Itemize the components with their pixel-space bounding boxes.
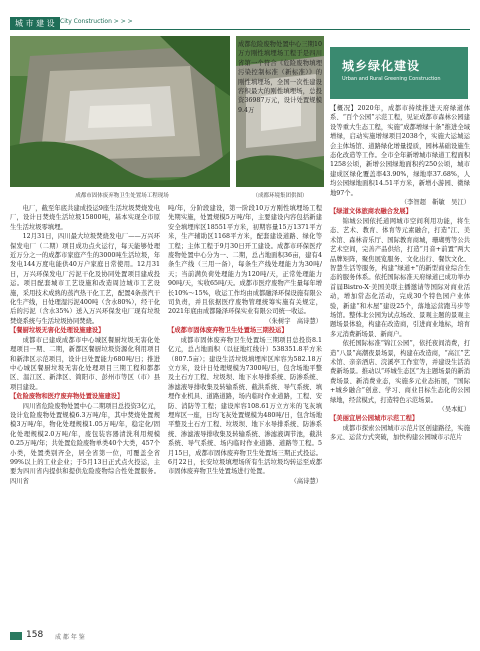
section-tag: 城 市 建 设 — [10, 17, 60, 30]
column-2-top — [238, 40, 322, 190]
left-photo-caption: 成都市固体废弃物卫生处置场工程现场 — [75, 193, 169, 199]
paragraph: 依托国际标准“锦江公园”，依托夜间消费，打造“八景”高潮夜景场景，构建在改造商，“高江”艺术馆、亲亲酒店、浣溪亭工作室等，并建设生活消费新场景。推动以“环城生态区”为主题场景的新消费场景、新消费业态，实施多元业态拓展，“国际+城乡融合”创意、学习、商业目标生态化的公园绿地，经营模式，打造特色示范场景。 — [330, 340, 470, 404]
author-credit: （高诗慧） — [290, 477, 322, 485]
section-heading: 【餐厨垃圾无害化处理设施建设】 — [10, 327, 105, 335]
paragraph: 成都市固体废弃物卫生处置场三期项目总投资8.1亿元，总占地面积（以征地红线计）538351.8平方米（807.5亩）；建设生活垃圾填埋库区库容为582.18万立方米，设计日处理规模为7300吨/日，包含场地平整及土石方工程、垃圾坝、地下水导排系统、防渗系统、渗滤液导排收集及转输系统、截洪系统、导气系统、填埋作业机具、道路道路，场内临时作业道路，工程、安防、消防等工程；建设库容108.61万立方米的飞灰填埋库区一座，日均飞灰处置规模为480吨/日，包含场地平整及土石方工程、垃圾坝、地下水导排系统、防渗系统、渗滤液导排收集及转输系统、渗滤液调节池，截洪系统、导气系统、场内临时作业道路、道路等工程。5月15日，成都市固体废弃物卫生处置场三期正式投运。6月22日，长安垃圾填埋场所有生活垃圾均转运至成都市固体废弃物卫生处置场进行处置。 — [168, 336, 322, 476]
header-rule — [10, 29, 470, 30]
author-credit: （李智超 靳敏 吴江） — [400, 199, 470, 207]
banner-subtitle: Urban and Rural Greening Construction — [342, 76, 441, 82]
section-heading: 【成都市固体废弃物卫生处置场三期投运】 — [168, 327, 288, 335]
paragraph: 12月31日，四川最大垃圾焚烧发电厂——万兴环保发电厂（二期）项目成功点火运行，每天能够处理近万分之一的成都市家庭产生的3000吨生活垃圾，年发电144万度电能供40万户家庭日常使用。12月31日，万兴环保发电厂污泥干化及协同处置项目建成投运。项目配套城市工艺设施和改造周边城市工艺设施，采用技术成熟的蒸汽热干化工艺，配置4条蒸汽干化生产线，日处理湿污泥400吨（含水80%），经干化后的污泥（含水35%）送入万兴环保发电厂现有垃圾焚烧系统与生活垃圾协同焚烧。 — [10, 233, 160, 325]
banner-title: 城乡绿化建设 — [342, 59, 421, 73]
author-credit: （吴本虹） — [438, 406, 470, 413]
page-header — [0, 0, 480, 30]
landfill-photo — [10, 36, 230, 187]
section-banner — [330, 47, 468, 99]
page-number: 158 — [26, 630, 44, 640]
author-credit: （朱树宇 高诗慧） — [265, 317, 322, 325]
paragraph: 成都危险废物处置中心三期10万方刚性填埋场工程于是四川省第一个符合《危险废物填埋污染控制标准（新标准）》的刚性填埋场，全国一次性建设容积最大的刚性填埋场，总投资36987万元，设计处置规模9.4万 — [238, 41, 322, 114]
paragraph: 吨/年，分阶段建设，第一阶段10万方刚性填埋场工程先期实施，处置规模5万吨/年，主要建设内容包括新建安全填埋库区18551平方米，初期容量15万1371平方米，生产辅助区1168平方米，配套建设道路、绿化等工程；主体工程于9月30日开工建设。成都市环保医疗废物处置中心分为一、二期，总占地面积36亩，建有4条生产线（三用一备），每条生产线处理能力为30吨/天；当前满负荷处理能力为120吨/天，正常处理能力90吨/天，实收65吨/天。成都市医疗废物产生量每年增长10%～15%，收运工作均由成都融泽环保设施有限公司负责，并且依据医疗废物管理统筹实施有关规定，2021年底由成都隆泽环保实业有限公司统一收运。 — [168, 205, 322, 316]
magazine-name: 成 都 年 鉴 — [55, 634, 85, 641]
column-1 — [10, 204, 160, 628]
paragraph: 【概况】2020年，成都市持续推进天府绿道体系、“百个公园”示范工程，见证成都市森林公园建设等重大生态工程，实施“成都增绿十条”推进全域增绿，启动实施增绿项目2038个，实施大运城运会主体场馆、道路绿化增量提质，园林基础设施生态化改造等工作。全市全年新增城市绿道工程面积1258公顷，新增公园绿地面积约250公顷，城市建成区绿化覆盖率43.90%，绿地率37.68%，人均公园绿地面积14.51平方米，新增小游园、微绿地97个。 — [330, 105, 470, 197]
section-heading: 【绿道文体旅商农融合发展】 — [330, 208, 412, 216]
paragraph: 电厂，截至年底共建成投运9座生活垃圾焚烧发电厂，设计日焚烧生活垃圾15800吨，基本实现全市原生生活垃圾零填埋。 — [10, 205, 160, 231]
paragraph: 成都市探索公园城市示范片区创建路径，实施多元、运营方式突破，加快构建公园城市示范片 — [330, 424, 470, 442]
paragraph: 成都市已建成成都市中心城区餐厨垃圾无害化处理项目一期、二期，新都区餐厨垃圾资源化利用项目和新津区示范项目，设计日处置能力680吨/日；推进中心城区餐厨垃圾无害化处理项目三期工程和都都区、温江区、新津区、简阳市、彭州市等区（市）县项目建设。 — [10, 336, 160, 391]
column-2 — [168, 204, 322, 628]
page-footer — [10, 630, 470, 646]
paragraph: 四川省危险废物处置中心二期项目总投资3亿元，设计危险废物处置规模6.3万吨/年，其中焚烧处置规模3万吨/年，物化处理规模1.05万吨/年，稳定化/固化处理规模2.0万吨/年，废包装容器清洗利用规模0.25万吨/年；共处置危险废物单类40个大类，457个小类，处置类别齐全，居全省第一位，可覆盖全省99%以上的工业企业；于5月13日正式点火投运，主要为四川省内提供和提供危险废物综合性处置服务。四川省 — [10, 402, 160, 485]
section-subtitle: City Construction > > > — [60, 18, 133, 25]
paragraph: 锦城公园依托道网城市空间利用功能，将生态、艺术、教育、体育等元素融合，打造“江、美术馆、森林音乐厅、国际教育商城，珊瑚剪等公共艺术空间，完善产品供给，打造“月音+前置”两大品牌矩阵，聚焦展览服务、文化出行、餐饮文化、智慧生活等服务，构建“绿道+”的新型商业综合生态的服务体系。依托国际标准天府绿道已成功举办首届Bistro-X·美国美联主播邀请等国际对商业活动，增加常态化活动，完成30个特色园户业体验，新建“和木屋”建设25个，落地运营跑马步等场馆。整体北公园为试点场改、景观主题的景观主题场景体验，构建在改造商，引进商业地标，培育多元消费新场景、新商户。 — [330, 217, 470, 338]
footer-marker — [10, 632, 22, 640]
column-3 — [330, 104, 470, 628]
section-heading: 【美丽宜居公园城市示范工程】 — [330, 415, 419, 423]
mid-photo-caption: （成都环境集团供图） — [252, 193, 308, 199]
section-heading: 【危险废物和医疗废弃物处置设施建设】 — [10, 393, 124, 401]
